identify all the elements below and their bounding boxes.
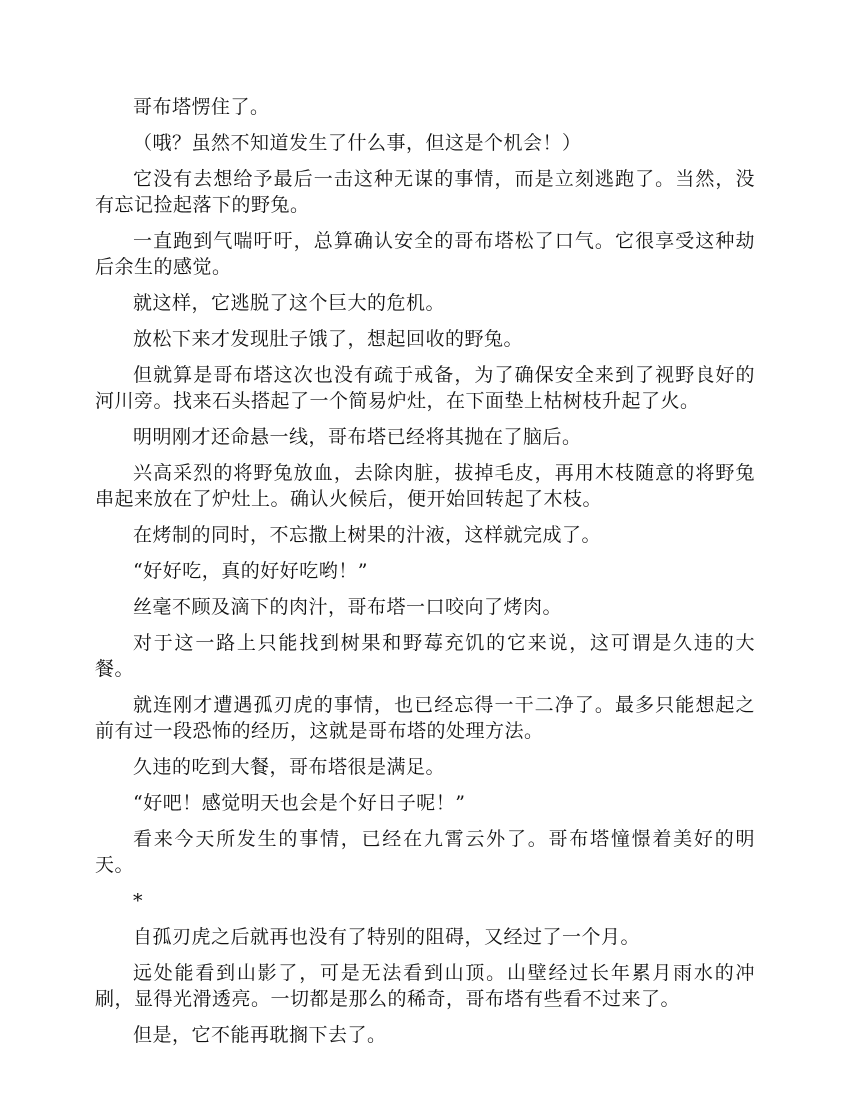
paragraph: 明明刚才还命悬一线，哥布塔已经将其抛在了脑后。 [133, 426, 582, 448]
paragraph: 但是，它不能再耽搁下去了。 [133, 1024, 387, 1046]
paragraph: 自孤刃虎之后就再也没有了特别的阻碍，又经过了一个月。 [133, 926, 641, 948]
paragraph: 在烤制的同时，不忘撒上树果的汁液，这样就完成了。 [133, 524, 602, 546]
paragraph: 就连刚才遭遇孤刃虎的事情，也已经忘得一干二净了。最多只能想起之前有过一段恐怖的经历，这就是哥布塔的处理方法。 [95, 694, 755, 742]
paragraph: （哦？虽然不知道发生了什么事，但这是个机会！） [133, 132, 582, 154]
paragraph: 放松下来才发现肚子饿了，想起回收的野兔。 [133, 328, 524, 350]
paragraph: 对于这一路上只能找到树果和野莓充饥的它来说，这可谓是久违的大餐。 [95, 632, 755, 680]
paragraph: 它没有去想给予最后一击这种无谋的事情，而是立刻逃跑了。当然，没有忘记捡起落下的野兔。 [95, 168, 755, 216]
section-break: * [133, 890, 143, 912]
paragraph: 但就算是哥布塔这次也没有疏于戒备，为了确保安全来到了视野良好的河川旁。找来石头搭起了一个简易炉灶，在下面垫上枯树枝升起了火。 [95, 364, 755, 412]
paragraph: 久违的吃到大餐，哥布塔很是满足。 [133, 756, 446, 778]
paragraph: 看来今天所发生的事情，已经在九霄云外了。哥布塔憧憬着美好的明天。 [95, 828, 755, 876]
paragraph: 丝毫不顾及滴下的肉汁，哥布塔一口咬向了烤肉。 [133, 596, 563, 618]
paragraph: 远处能看到山影了，可是无法看到山顶。山壁经过长年累月雨水的冲刷，显得光滑透亮。一切都是那么的稀奇，哥布塔有些看不过来了。 [95, 962, 755, 1010]
document-body [95, 94, 755, 1058]
paragraph: 哥布塔愣住了。 [133, 96, 270, 118]
paragraph: “好好吃，真的好好吃哟！” [133, 560, 368, 582]
paragraph: 兴高采烈的将野兔放血，去除肉脏，拔掉毛皮，再用木枝随意的将野兔串起来放在了炉灶上。确认火候后，便开始回转起了木枝。 [95, 462, 755, 510]
paragraph: “好吧！感觉明天也会是个好日子呢！” [133, 792, 466, 814]
paragraph: 一直跑到气喘吁吁，总算确认安全的哥布塔松了口气。它很享受这种劫后余生的感觉。 [95, 230, 755, 278]
paragraph: 就这样，它逃脱了这个巨大的危机。 [133, 292, 446, 314]
